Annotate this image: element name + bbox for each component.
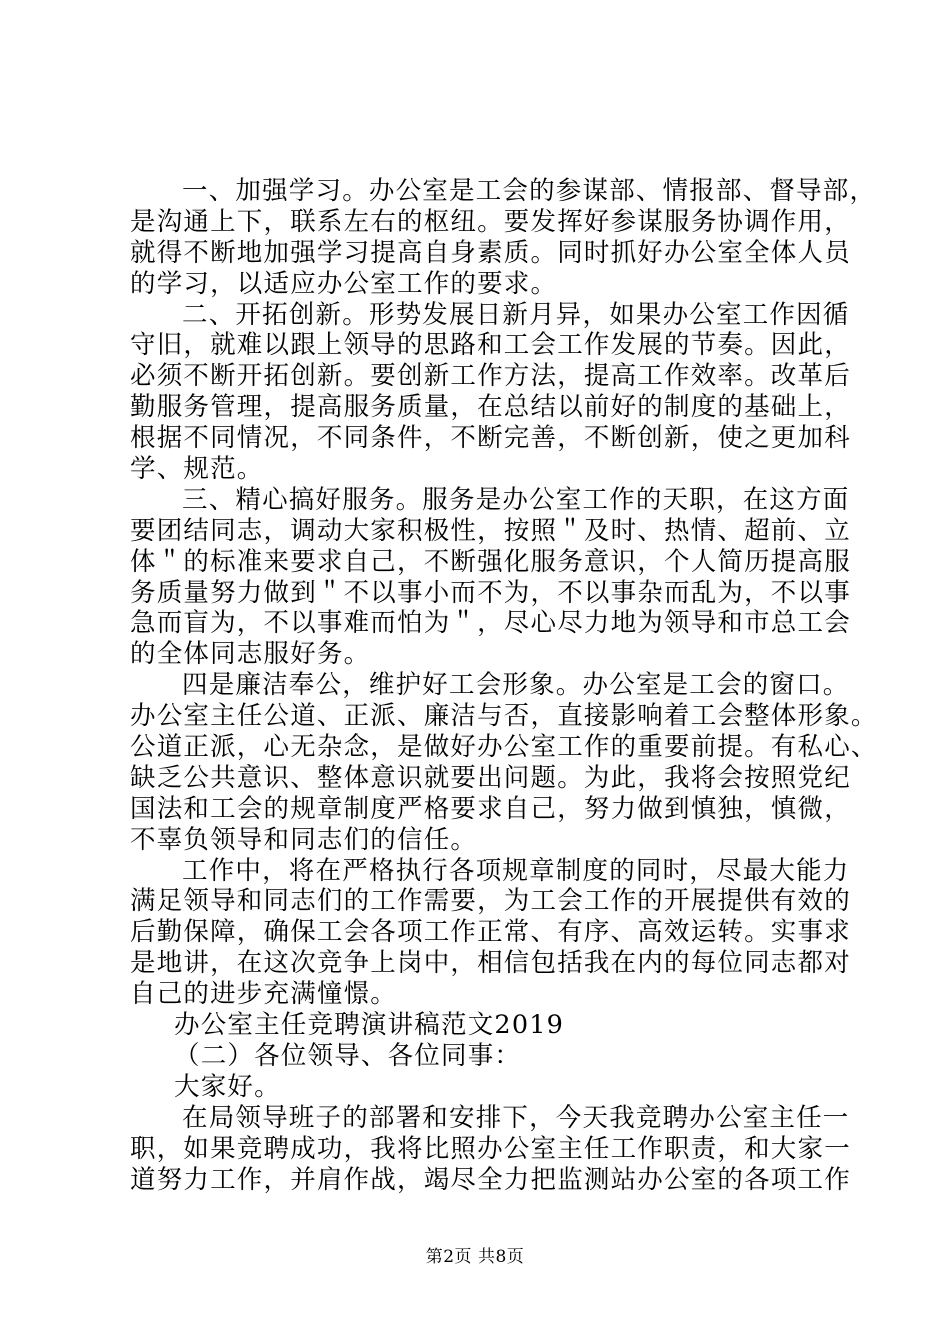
text-line: 办公室主任公道、正派、廉洁与否，直接影响着工会整体形象。 xyxy=(130,701,878,732)
text-line: 四是廉洁奉公，维护好工会形象。办公室是工会的窗口。 xyxy=(182,670,850,701)
text-line: 缺乏公共意识、整体意识就要出问题。为此，我将会按照党纪 xyxy=(130,762,851,793)
text-line: 国法和工会的规章制度严格要求自己，努力做到慎独，慎微， xyxy=(130,793,851,824)
text-line: 工作中，将在严格执行各项规章制度的同时，尽最大能力 xyxy=(182,855,850,886)
text-line: 在局领导班子的部署和安排下，今天我竞聘办公室主任一 xyxy=(182,1102,850,1133)
text-line: 根据不同情况，不同条件，不断完善，不断创新，使之更加科 xyxy=(130,423,851,454)
text-line: 学、规范。 xyxy=(130,454,264,485)
text-line: 体＂的标准来要求自己，不断强化服务意识，个人简历提高服 xyxy=(130,546,851,577)
text-line: 要团结同志，调动大家积极性，按照＂及时、热情、超前、立 xyxy=(130,515,851,546)
text-line: 二、开拓创新。形势发展日新月异，如果办公室工作因循 xyxy=(182,299,850,330)
document-body xyxy=(130,176,878,1195)
text-line: 是沟通上下，联系左右的枢纽。要发挥好参谋服务协调作用， xyxy=(130,206,851,237)
text-line: 职，如果竞聘成功，我将比照办公室主任工作职责，和大家一 xyxy=(130,1133,851,1164)
text-line: 是地讲，在这次竞争上岗中，相信包括我在内的每位同志都对 xyxy=(130,948,851,979)
text-line: 守旧，就难以跟上领导的思路和工会工作发展的节奏。因此， xyxy=(130,330,851,361)
text-line: 的全体同志服好务。 xyxy=(130,639,371,670)
text-line: 公道正派，心无杂念，是做好办公室工作的重要前提。有私心、 xyxy=(130,732,878,763)
text-line: 就得不断地加强学习提高自身素质。同时抓好办公室全体人员 xyxy=(130,237,851,268)
text-line: 不辜负领导和同志们的信任。 xyxy=(130,824,478,855)
text-line: 满足领导和同志们的工作需要，为工会工作的开展提供有效的 xyxy=(130,886,851,917)
text-line: （二）各位领导、各位同事： xyxy=(174,1040,522,1071)
text-line: 三、精心搞好服务。服务是办公室工作的天职，在这方面 xyxy=(182,484,850,515)
text-line: 自己的进步充满憧憬。 xyxy=(130,979,398,1010)
text-line: 大家好。 xyxy=(174,1071,281,1102)
text-line: 的学习，以适应办公室工作的要求。 xyxy=(130,268,558,299)
text-line: 勤服务管理，提高服务质量，在总结以前好的制度的基础上， xyxy=(130,392,851,423)
text-line: 道努力工作，并肩作战，竭尽全力把监测站办公室的各项工作 xyxy=(130,1164,851,1195)
page-footer: 第2页 共8页 xyxy=(425,1247,525,1267)
text-line: 务质量努力做到＂不以事小而不为，不以事杂而乱为，不以事 xyxy=(130,577,851,608)
text-line: 后勤保障，确保工会各项工作正常、有序、高效运转。实事求 xyxy=(130,917,851,948)
text-line: 急而盲为，不以事难而怕为＂，尽心尽力地为领导和市总工会 xyxy=(130,608,851,639)
text-line: 办公室主任竞聘演讲稿范文2019 xyxy=(174,1010,565,1041)
text-line: 必须不断开拓创新。要创新工作方法，提高工作效率。改革后 xyxy=(130,361,851,392)
text-line: 一、加强学习。办公室是工会的参谋部、情报部、督导部， xyxy=(182,176,877,206)
